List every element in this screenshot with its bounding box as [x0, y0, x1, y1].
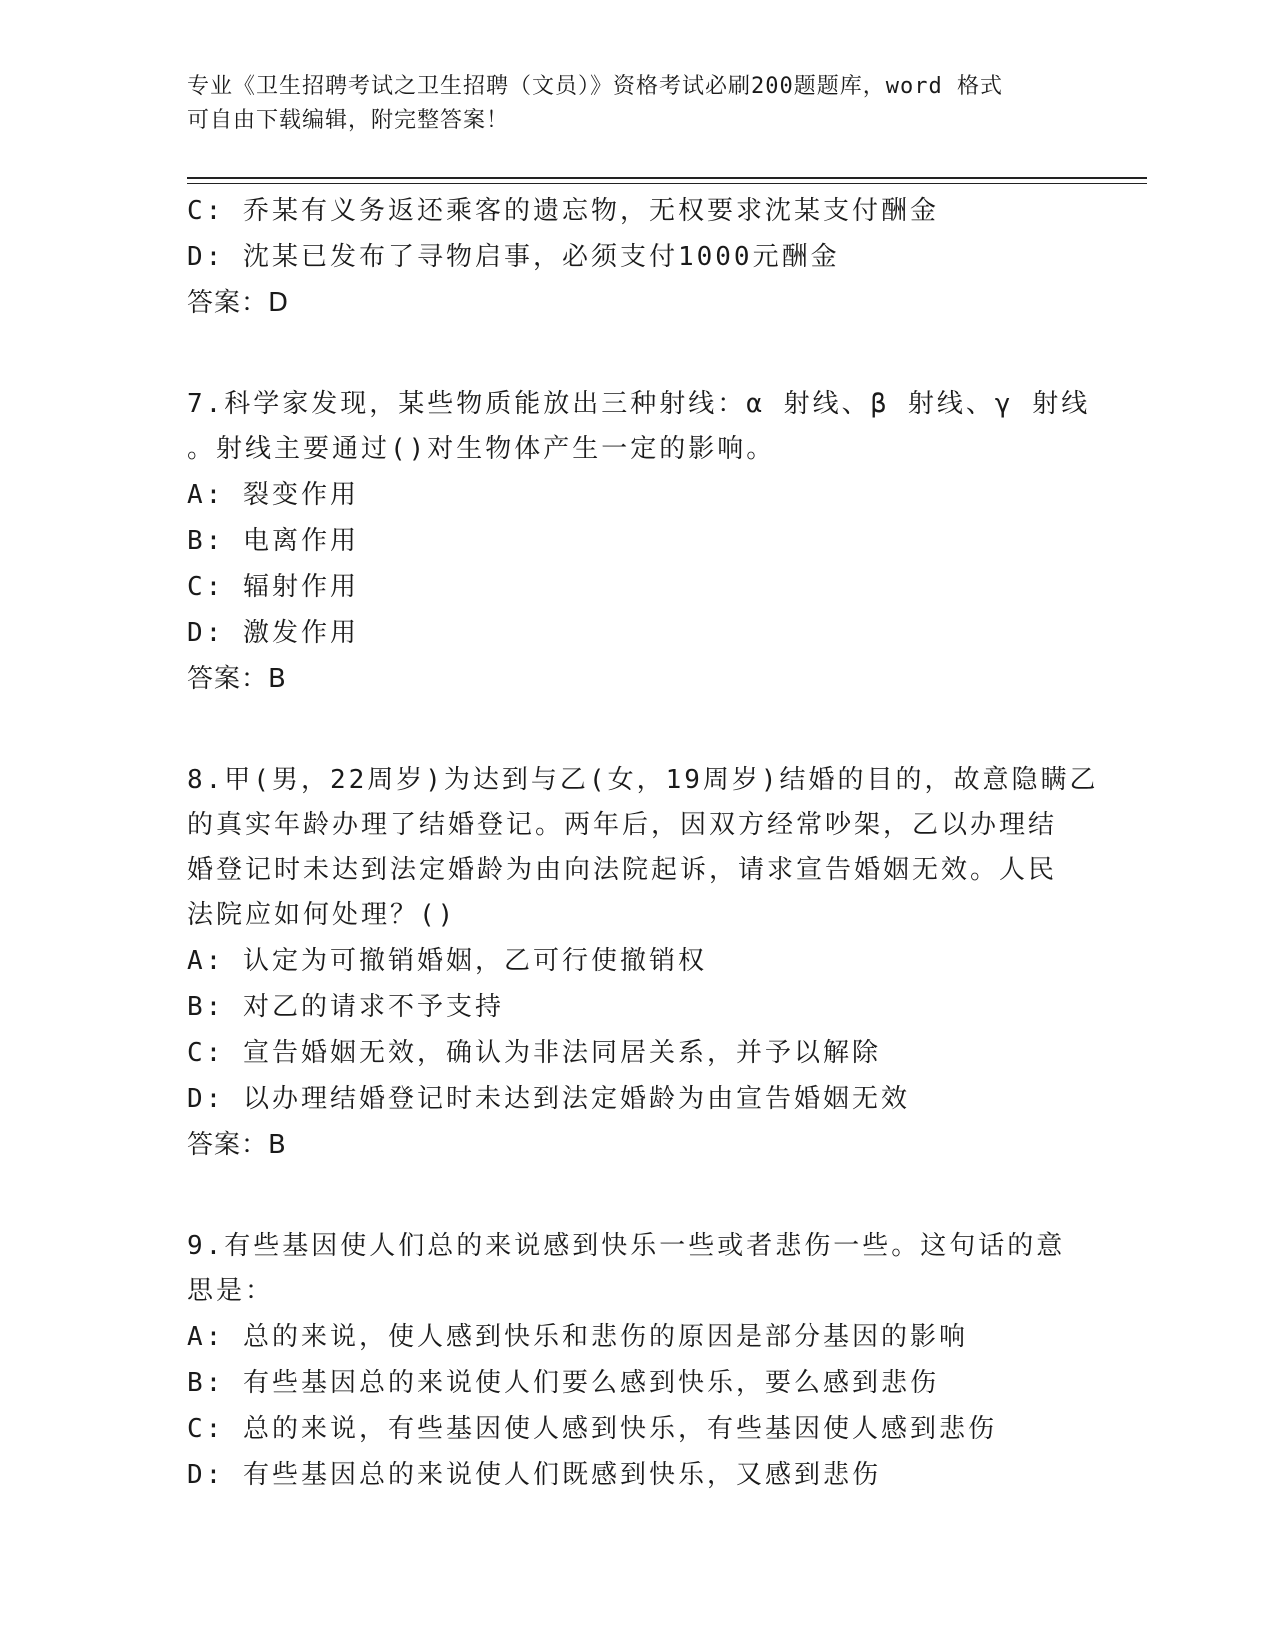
- question-stem: [187, 1224, 1087, 1314]
- option-c: C: 宣告婚姻无效，确认为非法同居关系，并予以解除: [187, 1038, 881, 1068]
- option-c: C: 总的来说，有些基因使人感到快乐，有些基因使人感到悲伤: [187, 1414, 997, 1444]
- stem-line: 婚登记时未达到法定婚龄为由向法院起诉，请求宣告婚姻无效。人民: [187, 855, 1058, 885]
- question-stem: [187, 758, 1099, 938]
- header-divider-thick: [187, 177, 1147, 179]
- stem-line: 。射线主要通过()对生物体产生一定的影响。: [187, 434, 776, 464]
- answer-label: 答案：D: [187, 288, 290, 318]
- option-b: B: 电离作用: [187, 526, 359, 556]
- option-a: A: 认定为可撤销婚姻，乙可行使撤销权: [187, 946, 707, 976]
- option-b: B: 对乙的请求不予支持: [187, 992, 504, 1022]
- stem-line: 法院应如何处理？(): [187, 900, 457, 930]
- option-b: B: 有些基因总的来说使人们要么感到快乐，要么感到悲伤: [187, 1368, 939, 1398]
- stem-line: 8.甲(男，22周岁)为达到与乙(女，19周岁)结婚的目的，故意隐瞒乙: [187, 765, 1099, 795]
- option-d: D: 激发作用: [187, 618, 359, 648]
- stem-line: 的真实年龄办理了结婚登记。两年后，因双方经常吵架，乙以办理结: [187, 810, 1058, 840]
- header-line-1: 专业《卫生招聘考试之卫生招聘（文员）》资格考试必刷200题题库，word 格式: [187, 74, 1003, 99]
- answer-label: 答案：B: [187, 1130, 287, 1160]
- question-6-tail: [187, 188, 1087, 326]
- header-divider-thin: [187, 183, 1147, 184]
- option-c: C: 辐射作用: [187, 572, 359, 602]
- option-d: D: 有些基因总的来说使人们既感到快乐，又感到悲伤: [187, 1460, 881, 1490]
- option-a: A: 裂变作用: [187, 480, 359, 510]
- document-header: [187, 70, 1087, 138]
- option-d: D: 沈某已发布了寻物启事，必须支付1000元酬金: [187, 242, 840, 272]
- stem-line: 7.科学家发现，某些物质能放出三种射线：α 射线、β 射线、γ 射线: [187, 389, 1091, 419]
- option-d: D: 以办理结婚登记时未达到法定婚龄为由宣告婚姻无效: [187, 1084, 910, 1114]
- stem-line: 思是：: [187, 1276, 275, 1306]
- option-c: C: 乔某有义务返还乘客的遗忘物，无权要求沈某支付酬金: [187, 196, 939, 226]
- document-body: [187, 188, 1099, 1498]
- answer-label: 答案：B: [187, 664, 287, 694]
- question-stem: [187, 382, 1091, 472]
- header-line-2: 可自由下载编辑，附完整答案！: [187, 108, 510, 133]
- question-8: [187, 758, 1099, 1168]
- stem-line: 9.有些基因使人们总的来说感到快乐一些或者悲伤一些。这句话的意: [187, 1231, 1066, 1261]
- question-7: [187, 382, 1091, 702]
- question-9: [187, 1224, 1087, 1498]
- option-a: A: 总的来说，使人感到快乐和悲伤的原因是部分基因的影响: [187, 1322, 968, 1352]
